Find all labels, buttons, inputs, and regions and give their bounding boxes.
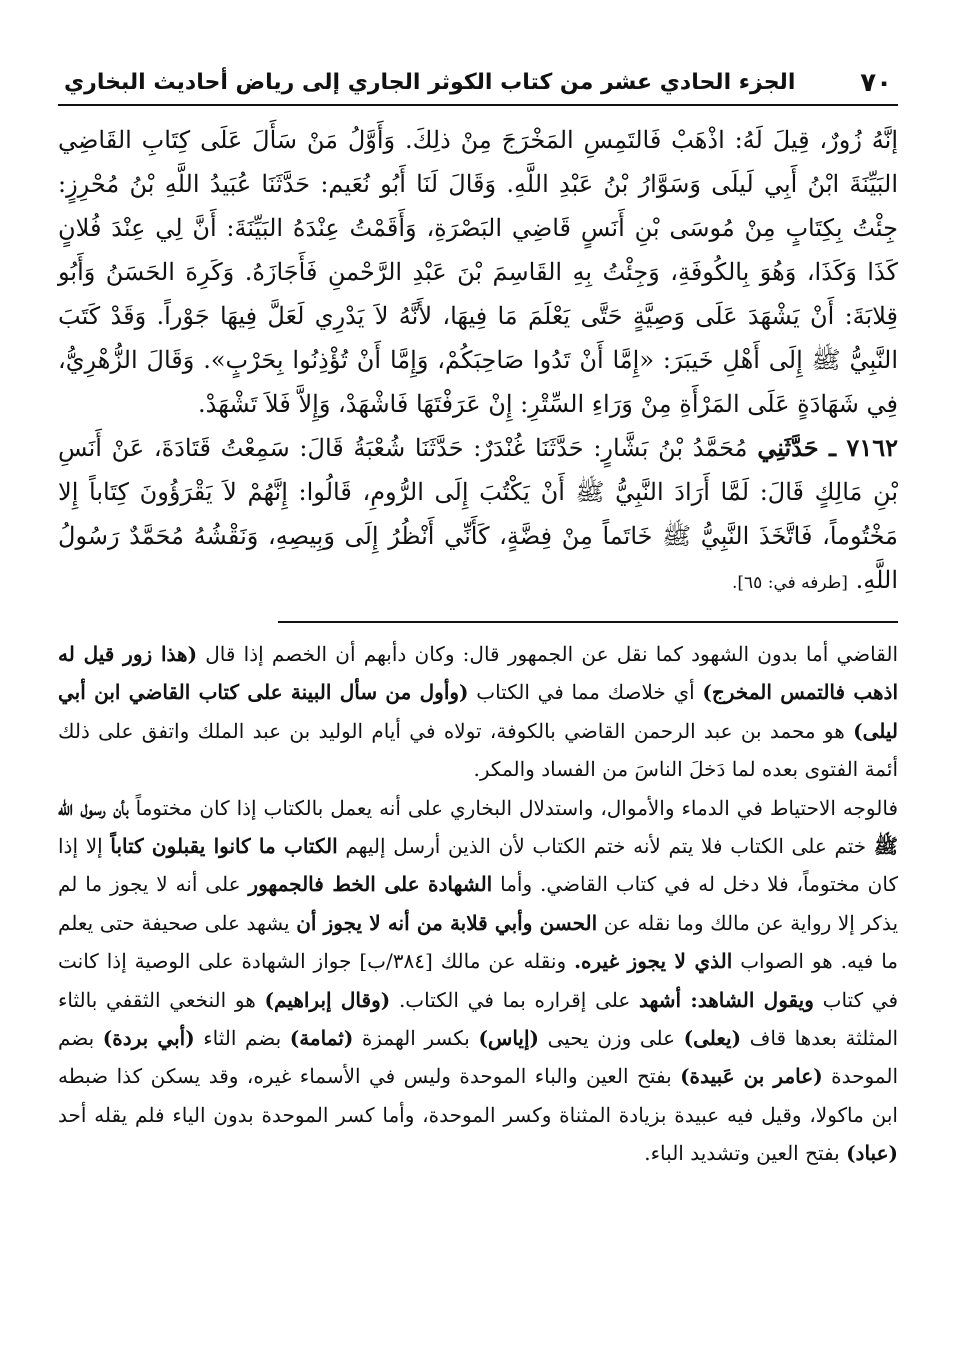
book-page [58,60,898,1173]
commentary-quote: (وأول من سأل البينة على كتاب القاضي ابن أبي ليلى) [58,680,898,743]
cross-reference: [طرفه في: ٦٥]. [732,573,848,593]
commentary-text: على وزن يحيى [547,1026,676,1051]
commentary-text: ونقله عن مالك [٣٨٤/ب] جواز الشهادة على الوصية إذا كانت في كتاب [58,949,899,1012]
commentary-text: هو النخعي الثقفي بالثاء المثلثة بعدها قاف [58,987,899,1051]
hadith-body: مُحَمَّدُ بْنُ بَشَّارٍ: حَدَّثَنَا غُنْدَرٌ: حَدَّثَنَا شُعْبَةُ قَالَ: سَمِعْتُ قَتَادَةَ، عَنْ أَنَسِ بْنِ مَالِكٍ قَالَ: لَمَّا أَرَادَ النَّبِيُّ ﷺ أَنْ يَكْتُبَ إِلَى الرُّومِ، قَالُوا: إِنَّهُمْ لاَ يَقْرَؤُونَ كِتَاباً إِلا مَخْتُوماً، فَاتَّخَذَ النَّبِيُّ ﷺ خَاتَماً مِنْ فِضَّةٍ، كَأَنِّي أَنْظُرُ إِلَى وَبِيصِهِ، وَنَقْشُهُ مُحَمَّدٌ رَسُولُ اللَّهِ. [58,434,898,594]
commentary-text: ختم على الكتاب فلا يتم لأنه ختم الكتاب لأن الذين أرسل إليهم [345,834,867,859]
commentary-quote: الحسن وأبي قلابة من أنه لا يجوز أن [296,910,598,935]
page-number: ٧٠ [860,68,892,98]
commentary-text: بكسر الهمزة [361,1026,470,1051]
commentary-quote: (يعلى) [683,1026,742,1051]
commentary-quote: بأن رسول الله ﷺ [58,795,899,859]
footnote-divider [278,621,898,623]
chapter-narration: إنَّهُ زُورٌ، قِيلَ لَهُ: اذْهَبْ فَالتَمِسِ المَخْرَجَ مِنْ ذلِكَ. وَأَوَّلُ مَنْ سَأَلَ عَلَى كِتَابِ القَاضِي البَيِّنَةَ ابْنُ أَبِي لَيلَى وَسَوَّارُ بْنُ عَبْدِ اللَّهِ. وَقَالَ لَنَا أَبُو نُعَيم: حَدَّثَنَا عُبَيدُ اللَّهِ بْنُ مُحْرِزٍ: جِئْتُ بِكِتَابٍ مِنْ مُوسَى بْنِ أَنَسٍ قَاضِي البَصْرَةِ، وَأَقَمْتُ عِنْدَهُ البَيِّنَةَ: أَنَّ لِي عِنْدَ فُلانٍ كَذَا وَكَذَا، وَهُوَ بِالكُوفَةِ، وَجِئْتُ بِهِ القَاسِمَ بْنَ عَبْدِ الرَّحْمنِ فَأَجَازَهُ. وَكَرِهَ الحَسَنُ وَأَبُو قِلابَةَ: أَنْ يَشْهَدَ عَلَى وَصِيَّةٍ حَتَّى يَعْلَمَ مَا فِيهَا، لأَنَّهُ لاَ يَدْرِي لَعَلَّ فِيهَا جَوْراً. وَقَدْ كَتَبَ النَّبِيُّ ﷺ إِلَى أَهْلِ خَيبَرَ: «إِمَّا أَنْ تَدُوا صَاحِبَكُمْ، وَإِمَّا أَنْ تُؤْذِنُوا بِحَرْبٍ». وَقَالَ الزُّهْرِيُّ، فِي شَهَادَةٍ عَلَى المَرْأَةِ مِنْ وَرَاءِ السِّتْرِ: إِنْ عَرَفْتَهَا فَاشْهَدْ، وَإِلاَّ فَلاَ تَشْهَدْ. [58,126,899,418]
page-header [58,60,898,106]
commentary-text: إلا إذا كان مختوماً، فلا دخل له في كتاب القاضي. وأما [58,834,898,897]
commentary-text: بضم الموحدة [58,1026,899,1089]
hadith-7162 [58,426,898,605]
commentary-quote: ويقول الشاهد: أشهد [639,987,814,1012]
commentary-quote: (ثمامة) [289,1026,354,1051]
commentary-text: على إقراره بما في الكتاب. [398,987,631,1012]
commentary-quote: (إياس) [478,1026,539,1051]
commentary-text: بفتح العين والباء الموحدة وليس في الأسماء غيره، وقد يسكن كذا ضبطه ابن ماكولا، وقيل فيه عبيدة بزيادة المثناة وكسر الموحدة، وأما كسر الموحدة بدون الياء فلم يقله أحد [58,1064,898,1127]
commentary-text: بضم الثاء [203,1026,282,1051]
commentary-quote: (عامر بن عَبيدة) [680,1064,823,1089]
commentary-text: القاضي أما بدون الشهود كما نقل عن الجمهور قال: وكان دأبهم أن الخصم إذا قال [205,642,898,666]
commentary [58,635,898,1173]
commentary-paragraph-1 [58,635,898,789]
hadith-text [58,118,898,605]
commentary-text: على أنه لا يجوز ما لم يذكر إلا رواية عن مالك وما نقله عن [58,872,899,935]
hadith-number: ٧١٦٢ ـ حَدَّثَنِي [757,433,898,462]
commentary-quote: (أبي بردة) [102,1026,195,1051]
commentary-quote: (هذا زور قيل له اذهب فالتمس المخرج) [58,642,899,705]
commentary-quote: الشهادة على الخط فالجمهور [248,872,493,897]
commentary-text: أي خلاصك مما في الكتاب [476,680,695,705]
commentary-paragraph-2 [58,789,898,1173]
commentary-text: بفتح العين وتشديد الباء. [644,1141,840,1166]
commentary-text: يشهد على صحيفة حتى يعلم ما فيه. هو الصواب [58,910,899,974]
commentary-quote: (عباد) [846,1141,898,1166]
commentary-quote: الذي لا يجوز غيره. [574,949,733,974]
commentary-quote: (وقال إبراهيم) [264,987,391,1012]
running-title: الجزء الحادي عشر من كتاب الكوثر الجاري إلى رياض أحاديث البخاري [64,70,796,95]
commentary-text: هو محمد بن عبد الرحمن القاضي بالكوفة، تولاه في أيام الوليد بن عبد الملك واتفق على ذلك أئمة الفتوى بعده لما دَخلَ الناسَ من الفساد والمكر. [58,718,898,782]
commentary-quote: الكتاب ما كانوا يقبلون كتاباً [110,834,338,859]
commentary-text: فالوجه الاحتياط في الدماء والأموال، واستدلال البخاري على أنه يعمل بالكتاب إذا كان مختوماً [135,795,898,820]
